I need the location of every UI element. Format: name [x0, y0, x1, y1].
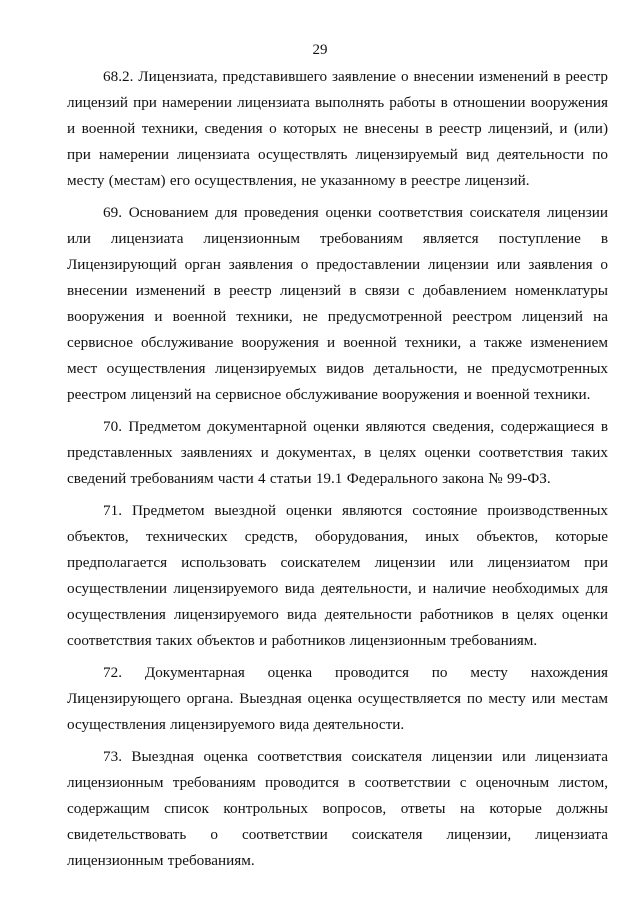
paragraph-69: 69. Основанием для проведения оценки соответствия соискателя лицензии или лицензиата лицензионным требованиям является поступление в Лицензирующий орган заявления о предоставлении лицензии или заявления о внесении изменений в реестр лицензий в связи с добавлением номенклатуры вооружения и военной техники, не предусмотренной реестром лицензий на сервисное обслуживание вооружения и военной техники, а также изменением мест осуществления лицензируемых видов детальности, не предусмотренных реестром лицензий на сервисное обслуживание вооружения и военной техники.: [67, 204, 608, 403]
paragraph-68-2: 68.2. Лицензиата, представившего заявление о внесении изменений в реестр лицензий при намерении лицензиата выполнять работы в отношении вооружения и военной техники, сведения о которых не внесены в реестр лицензий, и (или) при намерении лицензиата осуществлять лицензируемый вид деятельности по месту (местам) его осуществления, не указанному в реестре лицензий.: [67, 68, 608, 189]
paragraph-72: 72. Документарная оценка проводится по месту нахождения Лицензирующего органа. Выездная оценка осуществляется по месту или местам осуществления лицензируемого вида деятельности.: [67, 664, 608, 733]
paragraph-70: 70. Предметом документарной оценки являются сведения, содержащиеся в представленных заявлениях и документах, в целях оценки соответствия таких сведений требованиям части 4 статьи 19.1 Федерального закона № 99-ФЗ.: [67, 418, 608, 487]
page-number: 29: [312, 42, 328, 58]
paragraph-71: 71. Предметом выездной оценки являются состояние производственных объектов, технических средств, оборудования, иных объектов, которые предполагается использовать соискателем лицензии или лицензиатом при осуществлении лицензируемого вида деятельности, и наличие необходимых для осуществления лицензируемого вида деятельности работников в целях оценки соответствия таких объектов и работников лицензионным требованиям.: [67, 502, 608, 649]
document-body: [67, 64, 608, 880]
paragraph-73: 73. Выездная оценка соответствия соискателя лицензии или лицензиата лицензионным требованиям проводится в соответствии с оценочным листом, содержащим список контрольных вопросов, ответы на которые должны свидетельствовать о соответствии соискателя лицензии, лицензиата лицензионным требованиям.: [67, 748, 608, 869]
